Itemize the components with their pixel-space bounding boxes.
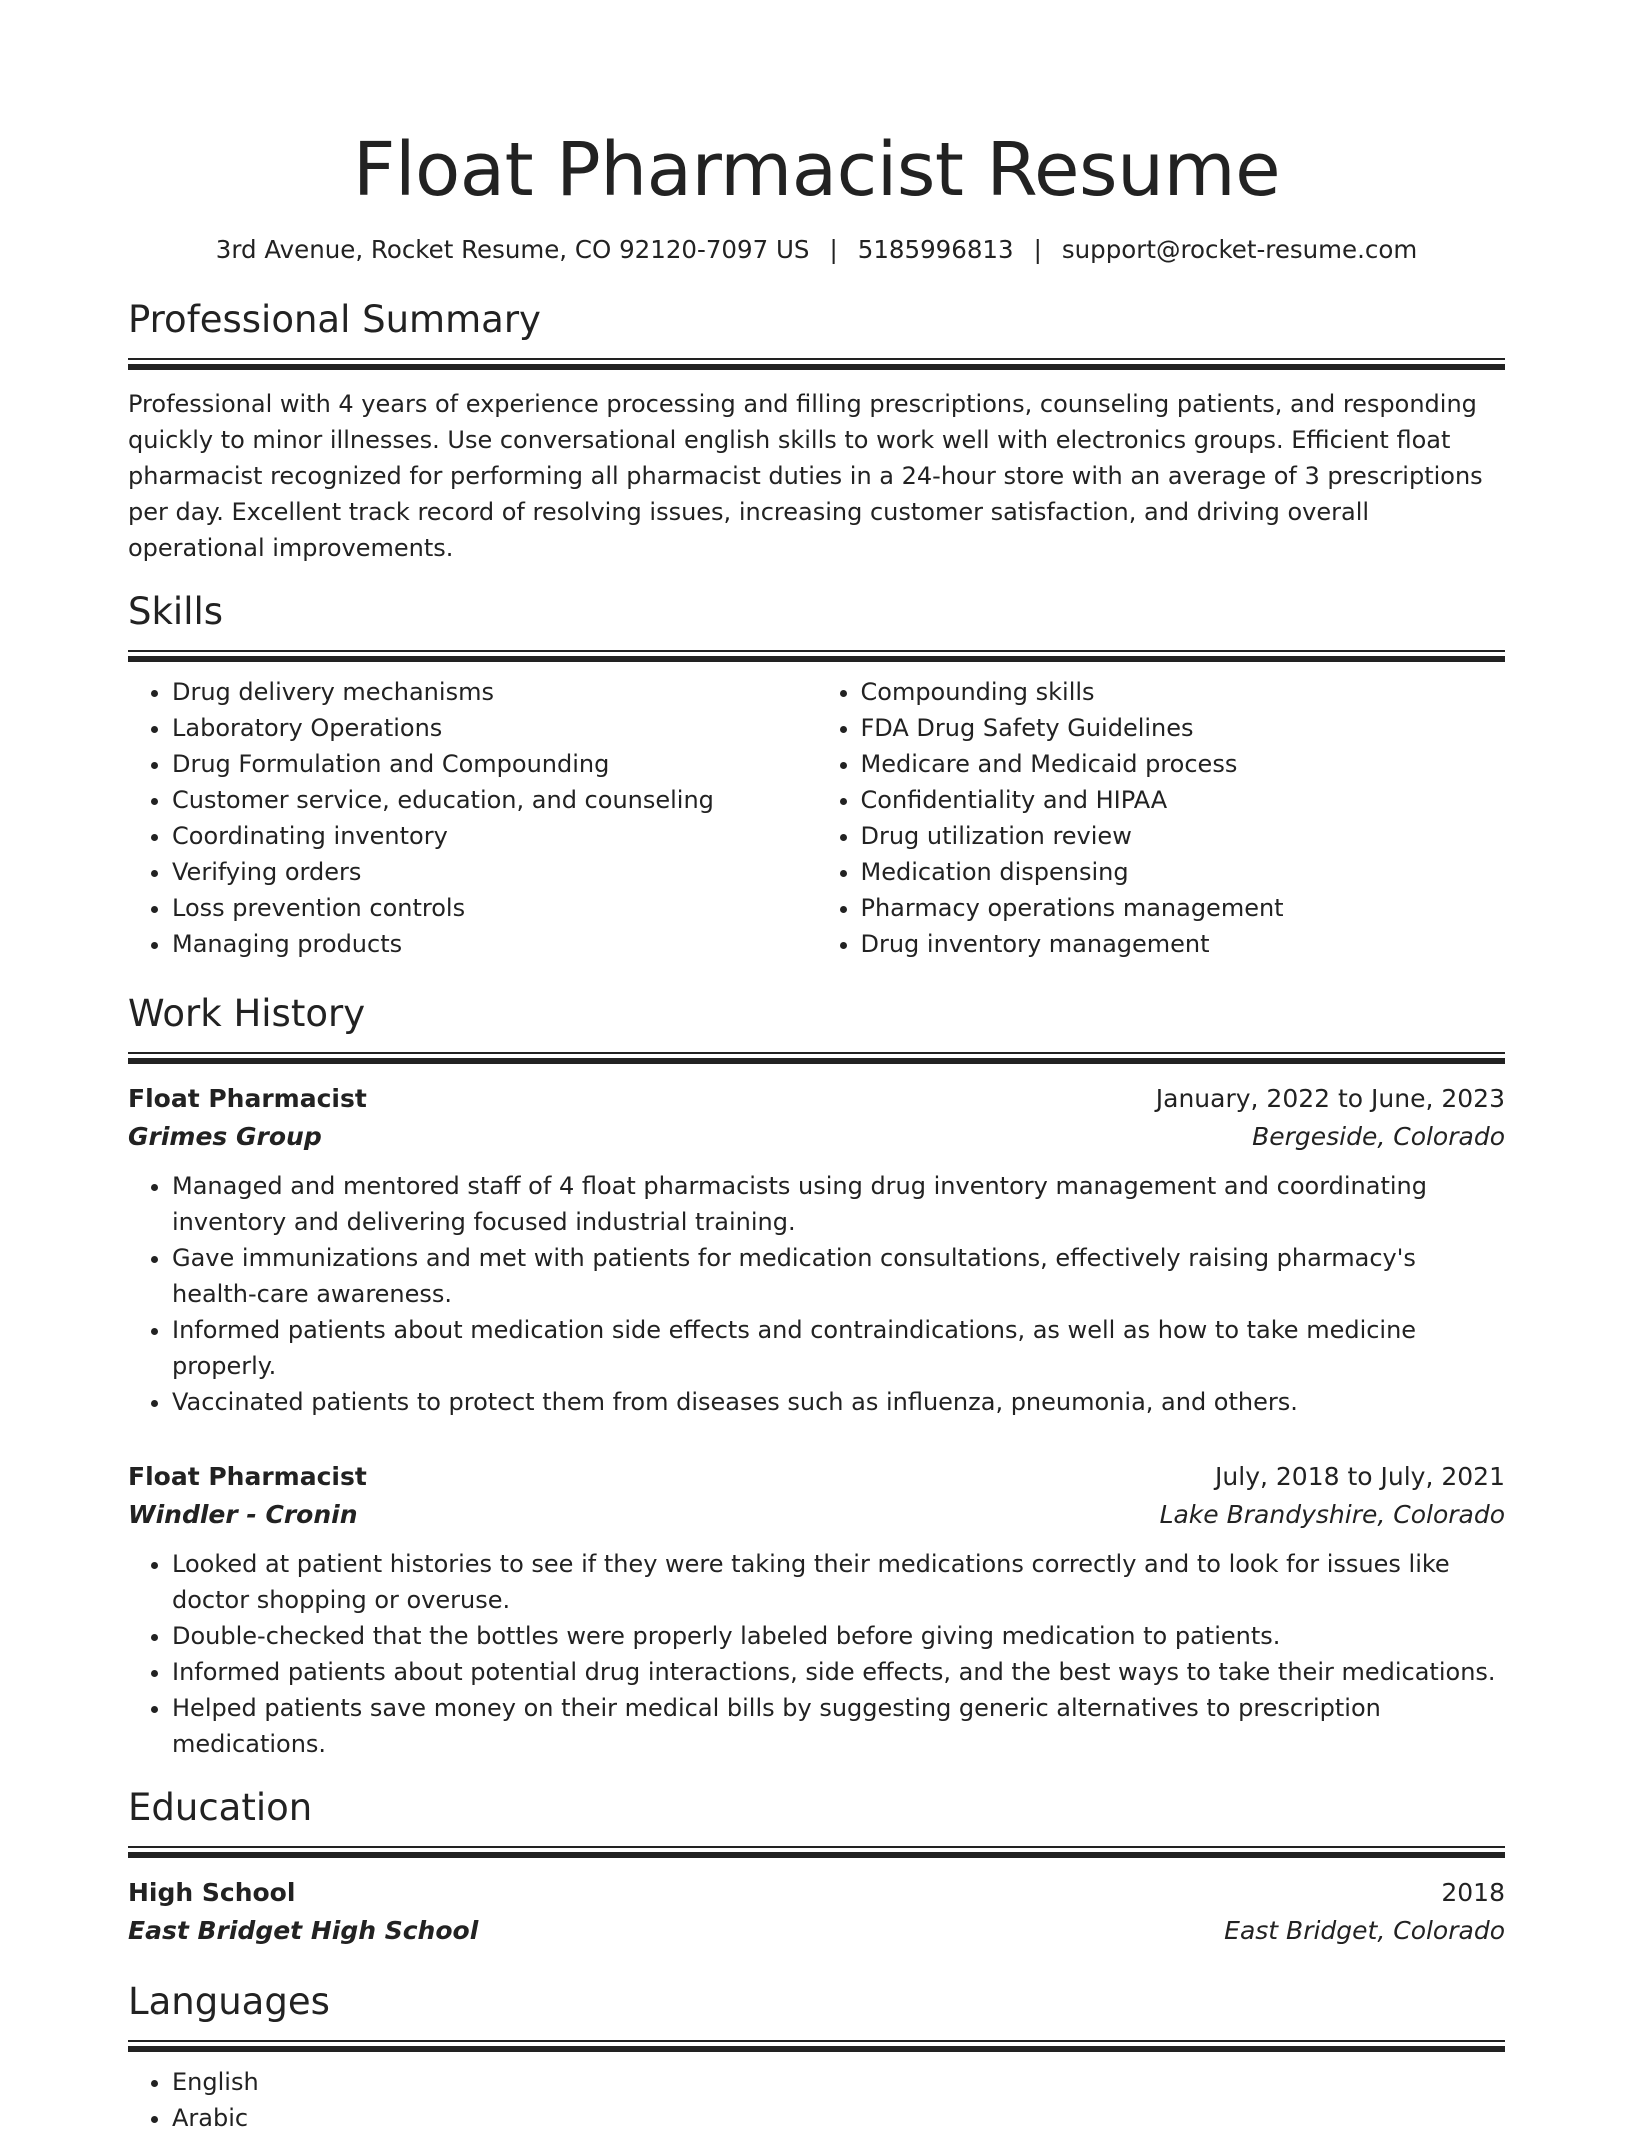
skill-item: • Verifying orders <box>172 854 817 890</box>
section-divider <box>128 650 1505 662</box>
job-dates: July, 2018 to July, 2021 <box>1215 1462 1505 1491</box>
skill-item: • Drug Formulation and Compounding <box>172 746 817 782</box>
skills-list-right <box>817 674 1506 962</box>
job-company: Windler - Cronin <box>128 1500 358 1529</box>
skill-item: • Compounding skills <box>861 674 1506 710</box>
job-header <box>128 1080 1505 1118</box>
skill-item: • Drug utilization review <box>861 818 1506 854</box>
job-entry <box>128 1458 1505 1762</box>
section-divider <box>128 1052 1505 1064</box>
resume-page <box>128 0 1505 2136</box>
job-bullet: • Informed patients about potential drug interactions, side effects, and the best ways to take their medications. <box>172 1654 1505 1690</box>
language-item: • English <box>172 2064 1505 2100</box>
job-bullet: • Vaccinated patients to protect them from diseases such as influenza, pneumonia, and others. <box>172 1384 1505 1420</box>
summary-section <box>128 296 1505 566</box>
section-title-skills: Skills <box>128 590 224 633</box>
section-title-work: Work History <box>128 992 366 1035</box>
skill-item: • Laboratory Operations <box>172 710 817 746</box>
skill-item: • Drug inventory management <box>861 926 1506 962</box>
job-bullet: • Managed and mentored staff of 4 float pharmacists using drug inventory management and coordinating inventory and delivering focused industrial training. <box>172 1168 1505 1240</box>
section-divider <box>128 2040 1505 2052</box>
job-bullet: • Informed patients about medication side effects and contraindications, as well as how to take medicine properly. <box>172 1312 1505 1384</box>
job-bullets <box>128 1168 1505 1420</box>
skill-item: • Confidentiality and HIPAA <box>861 782 1506 818</box>
job-company: Grimes Group <box>128 1122 322 1151</box>
job-bullet: • Looked at patient histories to see if they were taking their medications correctly and to look for issues like doctor shopping or overuse. <box>172 1546 1505 1618</box>
skill-item: • Customer service, education, and counseling <box>172 782 817 818</box>
section-divider <box>128 358 1505 370</box>
languages-section <box>128 1978 1505 2136</box>
skill-item: • FDA Drug Safety Guidelines <box>861 710 1506 746</box>
skill-item: • Loss prevention controls <box>172 890 817 926</box>
education-header <box>128 1874 1505 1912</box>
education-subheader <box>128 1912 1505 1950</box>
skill-item: • Medication dispensing <box>861 854 1506 890</box>
job-subheader <box>128 1496 1505 1534</box>
skills-list-left <box>128 674 817 962</box>
education-degree: High School <box>128 1878 296 1907</box>
section-divider <box>128 1846 1505 1858</box>
skills-section <box>128 588 1505 962</box>
skill-item: • Coordinating inventory <box>172 818 817 854</box>
job-location: Lake Brandyshire, Colorado <box>1159 1500 1505 1529</box>
job-bullet: • Gave immunizations and met with patients for medication consultations, effectively raising pharmacy's health-care awareness. <box>172 1240 1505 1312</box>
section-title-education: Education <box>128 1786 313 1829</box>
work-section <box>128 990 1505 1762</box>
education-year: 2018 <box>1441 1878 1505 1907</box>
contact-email[interactable]: support@rocket-resume.com <box>1061 235 1418 264</box>
languages-list <box>128 2064 1505 2136</box>
job-dates: January, 2022 to June, 2023 <box>1155 1084 1505 1113</box>
skills-columns <box>128 674 1505 962</box>
job-bullets <box>128 1546 1505 1762</box>
summary-text: Professional with 4 years of experience processing and filling prescriptions, counseling patients, and responding quickly to minor illnesses. Use conversational english skills to work well with electronics groups. Efficient float pharmacist recognized for performing all pharmacist duties in a 24-hour store with an average of 3 prescriptions per day. Excellent track record of resolving issues, increasing customer satisfaction, and driving overall operational improvements. <box>128 390 1483 562</box>
contact-line <box>128 232 1505 268</box>
contact-phone: 5185996813 <box>857 235 1014 264</box>
education-section <box>128 1784 1505 1950</box>
section-title-summary: Professional Summary <box>128 298 541 341</box>
skill-item: • Managing products <box>172 926 817 962</box>
job-entry <box>128 1080 1505 1420</box>
skill-item: • Medicare and Medicaid process <box>861 746 1506 782</box>
skill-item: • Pharmacy operations management <box>861 890 1506 926</box>
job-location: Bergeside, Colorado <box>1252 1122 1505 1151</box>
job-role: Float Pharmacist <box>128 1462 367 1491</box>
section-title-languages: Languages <box>128 1980 330 2023</box>
job-role: Float Pharmacist <box>128 1084 367 1113</box>
skill-item: • Drug delivery mechanisms <box>172 674 817 710</box>
contact-separator: | <box>829 235 838 264</box>
job-bullet: • Helped patients save money on their medical bills by suggesting generic alternatives to prescription medications. <box>172 1690 1505 1762</box>
resume-title: Float Pharmacist Resume <box>352 127 1281 213</box>
job-bullet: • Double-checked that the bottles were properly labeled before giving medication to patients. <box>172 1618 1505 1654</box>
job-subheader <box>128 1118 1505 1156</box>
education-school: East Bridget High School <box>128 1916 479 1945</box>
contact-separator: | <box>1033 235 1042 264</box>
education-location: East Bridget, Colorado <box>1224 1916 1505 1945</box>
language-item: • Arabic <box>172 2100 1505 2136</box>
job-header <box>128 1458 1505 1496</box>
contact-address: 3rd Avenue, Rocket Resume, CO 92120-7097 US <box>215 235 810 264</box>
